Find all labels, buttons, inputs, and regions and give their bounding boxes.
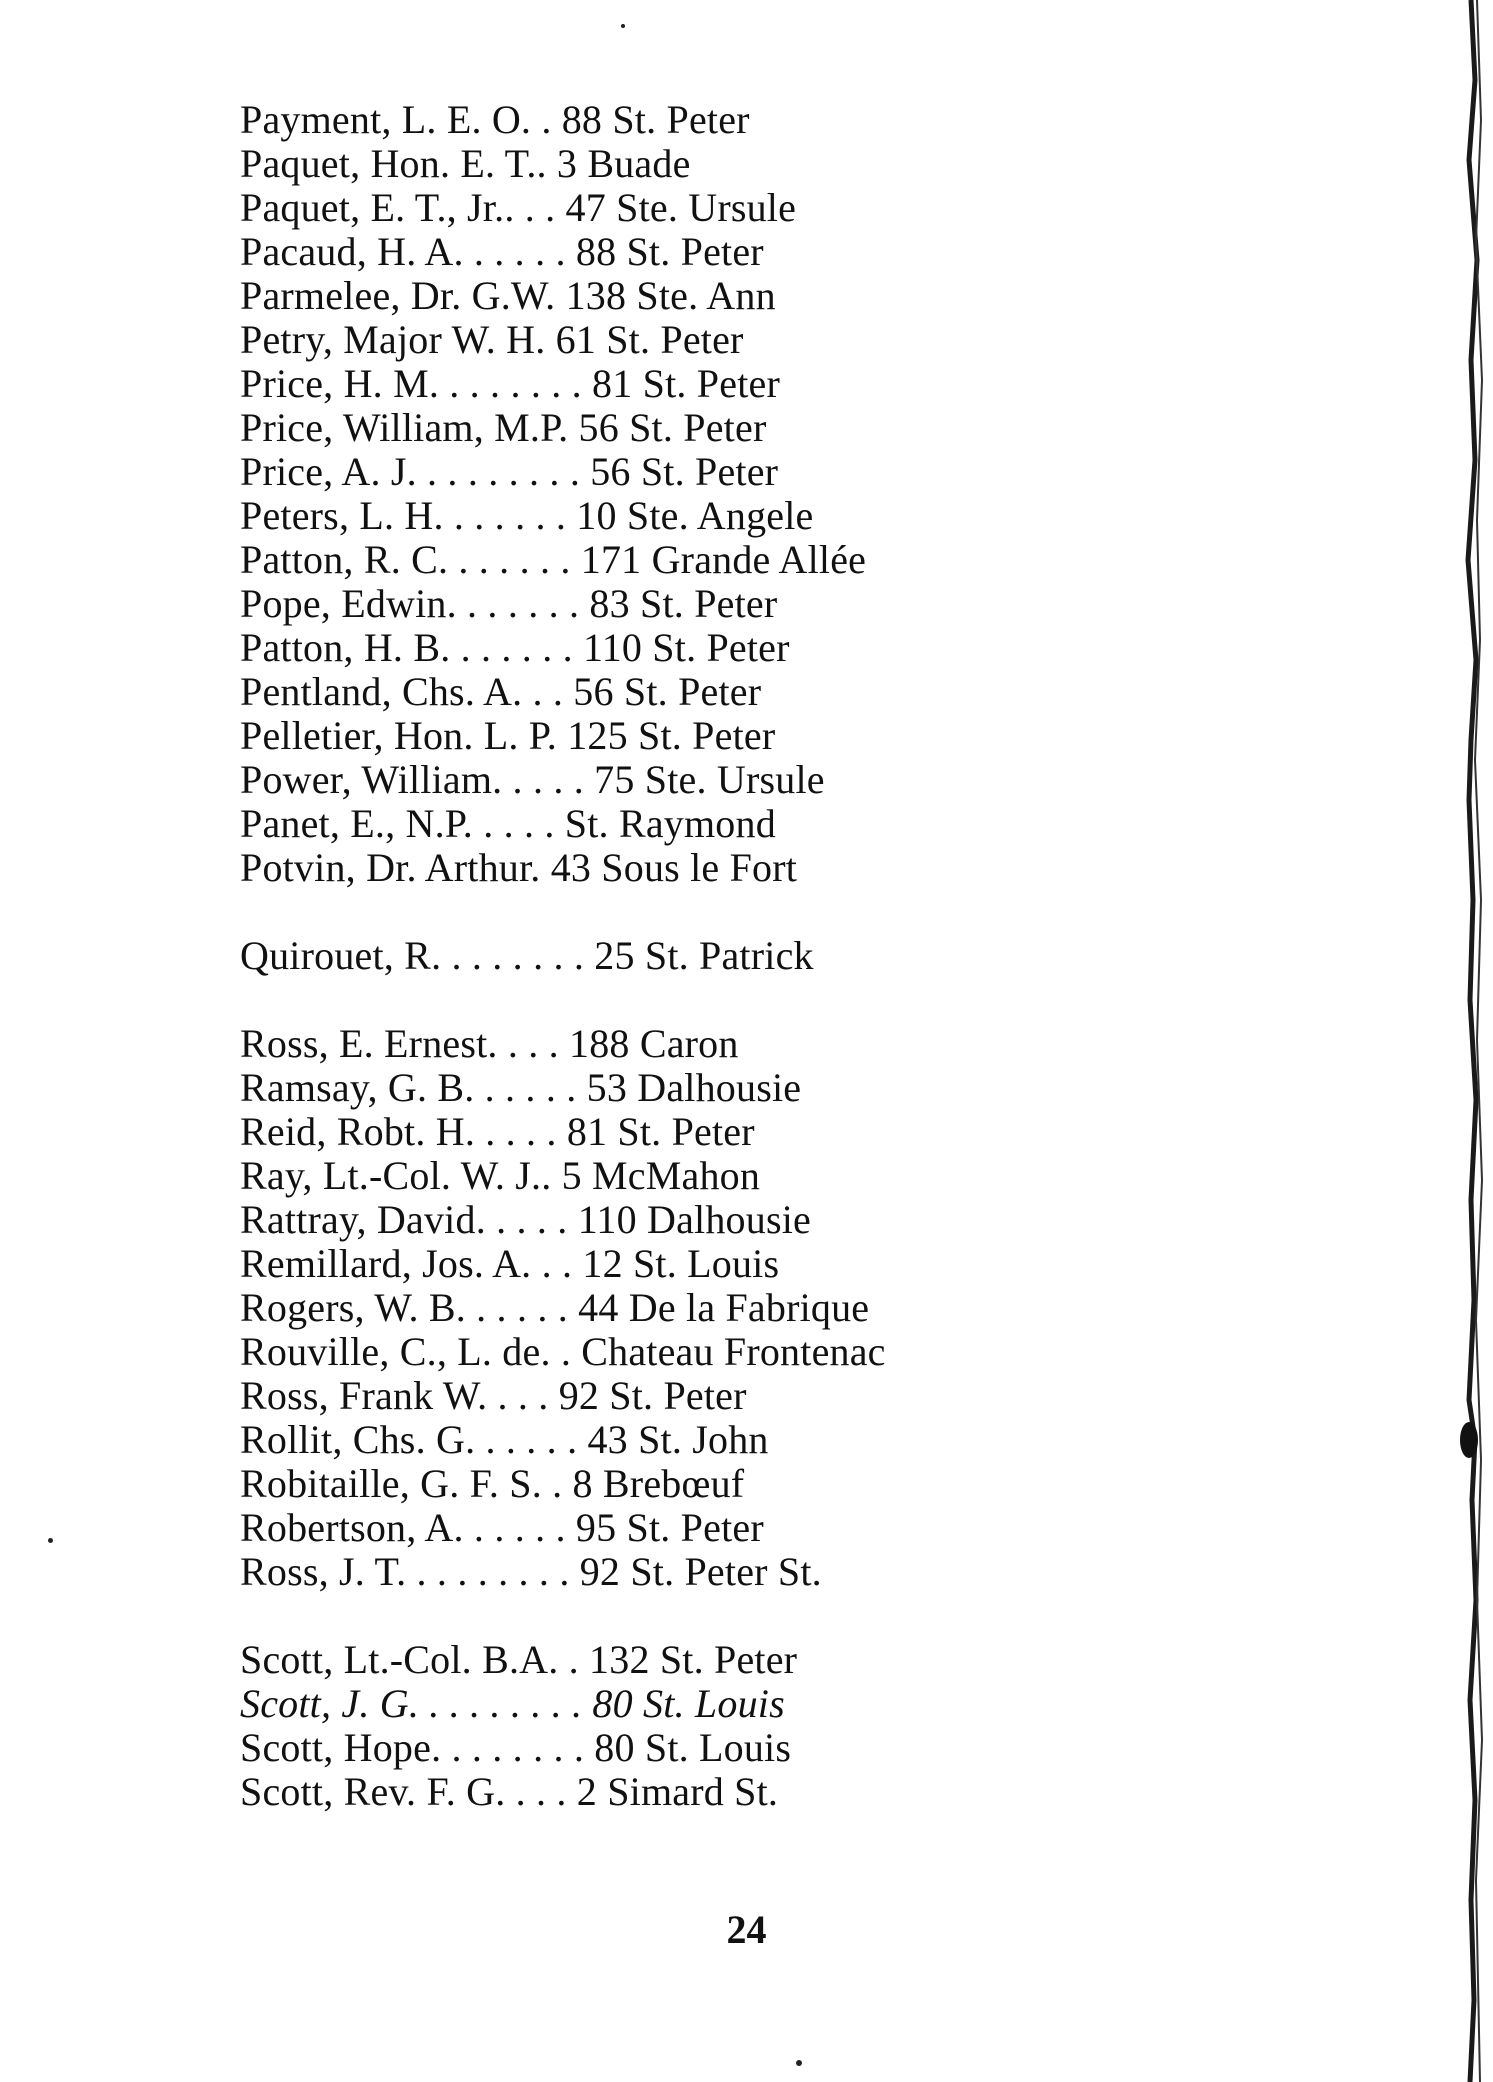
directory-entry: Pacaud, H. A. . . . . . 88 St. Peter xyxy=(240,229,764,274)
scan-speck xyxy=(621,24,625,28)
directory-listing xyxy=(240,98,1060,1814)
directory-entry: Price, H. M. . . . . . . . 81 St. Peter xyxy=(240,361,780,406)
directory-entry: Patton, R. C. . . . . . . 171 Grande Allée xyxy=(240,537,867,582)
section-s xyxy=(240,1638,1060,1814)
directory-entry: Rattray, David. . . . . 110 Dalhousie xyxy=(240,1197,811,1242)
directory-entry: Robertson, A. . . . . . 95 St. Peter xyxy=(240,1505,764,1550)
directory-entry: Scott, Lt.-Col. B.A. . 132 St. Peter xyxy=(240,1637,798,1682)
directory-entry: Ross, J. T. . . . . . . . . 92 St. Peter St. xyxy=(240,1549,822,1594)
directory-entry: Rogers, W. B. . . . . . 44 De la Fabrique xyxy=(240,1285,870,1330)
directory-entry: Ross, E. Ernest. . . . 188 Caron xyxy=(240,1021,739,1066)
directory-entry: Scott, Hope. . . . . . . . 80 St. Louis xyxy=(240,1725,792,1770)
directory-entry: Parmelee, Dr. G.W. 138 Ste. Ann xyxy=(240,273,776,318)
scan-speck xyxy=(48,1538,53,1543)
section-r xyxy=(240,1022,1060,1594)
directory-entry: Ramsay, G. B. . . . . . 53 Dalhousie xyxy=(240,1065,802,1110)
directory-entry: Rollit, Chs. G. . . . . . 43 St. John xyxy=(240,1417,769,1462)
directory-entry: Peters, L. H. . . . . . . 10 Ste. Angele xyxy=(240,493,814,538)
directory-entry: Pope, Edwin. . . . . . . 83 St. Peter xyxy=(240,581,778,626)
directory-entry: Rouville, C., L. de. . Chateau Frontenac xyxy=(240,1329,886,1374)
scan-speck xyxy=(796,2060,802,2066)
directory-entry: Payment, L. E. O. . 88 St. Peter xyxy=(240,97,750,142)
section-p xyxy=(240,98,1060,890)
directory-entry: Price, William, M.P. 56 St. Peter xyxy=(240,405,767,450)
directory-entry: Ross, Frank W. . . . 92 St. Peter xyxy=(240,1373,747,1418)
directory-entry: Robitaille, G. F. S. . 8 Brebœuf xyxy=(240,1461,745,1506)
directory-entry: Potvin, Dr. Arthur. 43 Sous le Fort xyxy=(240,845,798,890)
directory-entry: Ray, Lt.-Col. W. J.. 5 McMahon xyxy=(240,1153,761,1198)
directory-entry: Patton, H. B. . . . . . . 110 St. Peter xyxy=(240,625,790,670)
directory-entry: Pentland, Chs. A. . . 56 St. Peter xyxy=(240,669,762,714)
directory-entry: Paquet, Hon. E. T.. 3 Buade xyxy=(240,141,691,186)
directory-entry: Remillard, Jos. A. . . 12 St. Louis xyxy=(240,1241,780,1286)
directory-entry: Panet, E., N.P. . . . . St. Raymond xyxy=(240,801,776,846)
directory-entry: Price, A. J. . . . . . . . . 56 St. Peter xyxy=(240,449,779,494)
directory-entry: Power, William. . . . . 75 Ste. Ursule xyxy=(240,757,825,802)
binding-edge xyxy=(1449,0,1493,2082)
directory-entry: Petry, Major W. H. 61 St. Peter xyxy=(240,317,744,362)
directory-entry: Quirouet, R. . . . . . . . 25 St. Patrick xyxy=(240,933,814,978)
directory-entry: Scott, Rev. F. G. . . . 2 Simard St. xyxy=(240,1769,779,1814)
directory-entry: Reid, Robt. H. . . . . 81 St. Peter xyxy=(240,1109,755,1154)
section-q xyxy=(240,934,1060,978)
directory-entry: Paquet, E. T., Jr.. . . 47 Ste. Ursule xyxy=(240,185,797,230)
directory-entry: Pelletier, Hon. L. P. 125 St. Peter xyxy=(240,713,776,758)
directory-entry: Scott, J. G. . . . . . . . . 80 St. Louis xyxy=(240,1681,785,1726)
page-number: 24 xyxy=(726,1907,767,1952)
